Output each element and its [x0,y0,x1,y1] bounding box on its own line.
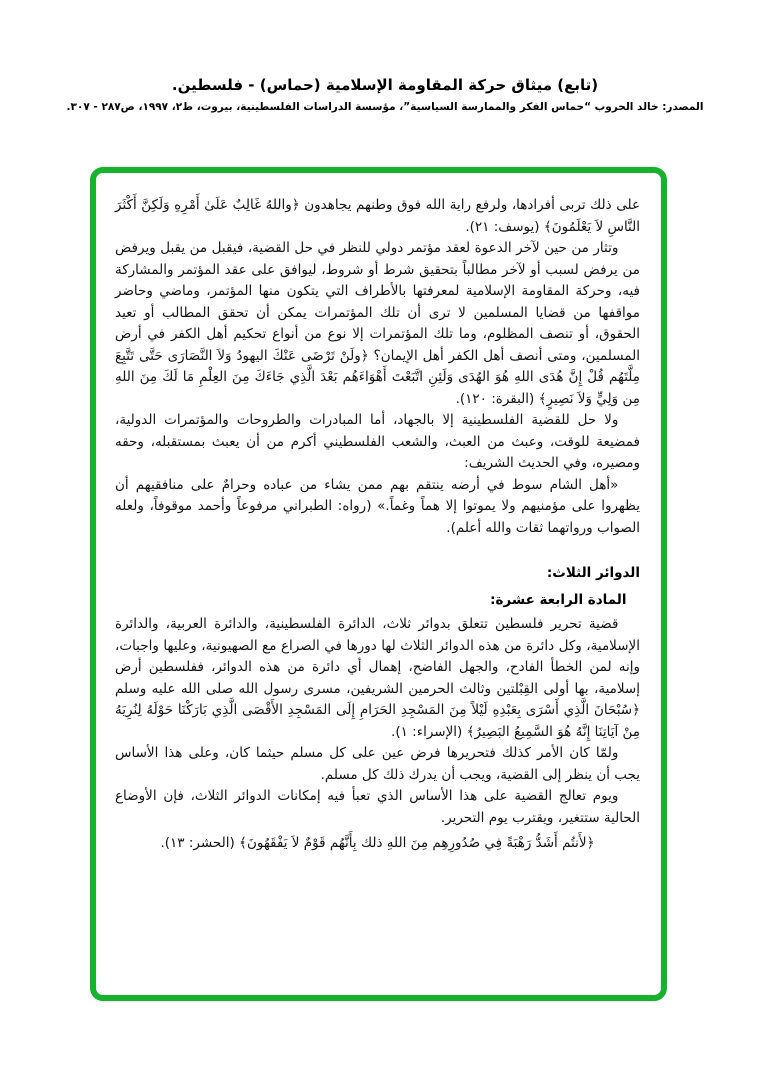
article-heading-fourteen: المادة الرابعة عشرة: [490,592,627,608]
paragraph-conferences: وتثار من حين لآخر الدعوة لعقد مؤتمر دولي للنظر في حل القضية، فيقبل من يقبل ويرفض من يرفض لسبب أو لآخر مطالباً بتحقيق شرط أو شروط، ليوافق على عقد المؤتمر والمشاركة فيه، وحركة المقاومة الإسلامية لمعرفتها بالأطراف التي يتكون منها المؤتمر، وماضي وحاضر مواقفها من قضايا المسلمين لا ترى أن تلك المؤتمرات يمكن أن تحقق المطالب أو تعيد الحقوق، أو تنصف المظلوم، وما تلك المؤتمرات إلا نوع من أنواع تحكيم أهل الكفر في أرض المسلمين، ومتى أنصف أهل الكفر أهل الإيمان؟ ﴿ولَنْ تَرْضَى عَنْكَ اليهودُ وَلاَ النَّصَارَى حَتَّى تَتَّبِعَ مِلَّتَهُم قُلْ إِنَّ هُدَى اللهِ هُوَ الهُدَى وَلَئِنِ اتَّبَعْتَ أَهْوَاءَهُم بَعْدَ الَّذِي جَاءَكَ مِنَ العِلْمِ مَا لَكَ مِنَ اللهِ مِن وَلِيٍّ وَلاَ نَصِيرٍ﴾ (البقرة: ١٢٠). [115,240,640,407]
paragraph-jihad-solution: ولا حل للقضية الفلسطينية إلا بالجهاد، أما المبادرات والطروحات والمؤتمرات الدولية، فمضيعة للوقت، وعبث من العبث، والشعب الفلسطيني أكرم من أن يعبث بمستقبله، وحقه ومصيره، وفي الحديث الشريف: [115,412,640,471]
source-citation: المصدر: خالد الحروب “حماس الفكر والممارسة السياسية”، مؤسسة الدراسات الفلسطينية، بيروت، ط٢، ١٩٩٧، ص٢٨٧ - ٣٠٧. [66,101,704,113]
paragraph-fard-ayn: ولمّا كان الأمر كذلك فتحريرها فرض عين على كل مسلم حيثما كان، وعلى هذا الأساس يجب أن ينظر إلى القضية، ويجب أن يدرك ذلك كل مسلم. [115,745,640,783]
document-header [0,0,770,113]
green-content-frame [90,167,667,1001]
paragraph-liberation-day: ويوم تعالج القضية على هذا الأساس الذي تعبأ فيه إمكانات الدوائر الثلاث، فإن الأوضاع الحالية ستتغير، ويقترب يوم التحرير. [115,788,640,826]
paragraph-hadith: «أهل الشام سوط في أرضه ينتقم بهم ممن يشاء من عباده وحرامٌ على منافقيهم أن يظهروا على مؤمنيهم ولا يموتوا إلا هماً وغماً.» (رواه: الطبراني مرفوعاً وأحمد موقوفاً، ولعله الصواب ورواتهما ثقات والله أعلم). [115,476,640,536]
page-title: (تابع) ميثاق حركة المقاومة الإسلامية (حماس) - فلسطين. [171,76,599,94]
quran-verse-centered: ﴿لأَنتُم أَشَدُّ رَهْبَةً فِي صُدُورِهِم مِنَ اللهِ ذلك بِأَنَّهُم قَوْمٌ لاَ يَفْقَهُونَ﴾ (الحشر: ١٣). [160,835,595,851]
paragraph-continuation: على ذلك تربى أفرادها، ولرفع راية الله فوق وطنهم يجاهدون ﴿واللهُ غَالِبٌ عَلَىٰ أَمْرِهِ وَلَكِنَّ أَكْثَرَ النَّاسِ لاَ يَعْلَمُونَ﴾ (يوسف: ٢١). [115,197,640,235]
section-heading-three-circles: الدوائر الثلاث: [546,565,640,581]
paragraph-three-circles-body: قضية تحرير فلسطين تتعلق بدوائر ثلاث، الدائرة الفلسطينية، والدائرة العربية، والدائرة الإسلامية، وكل دائرة من هذه الدوائر الثلاث لها دورها في الصراع مع الصهيونية، وعليها واجبات، وإنه لمن الخطأ الفادح، والجهل الفاضح، إهمال أي دائرة من هذه الدوائر، ففلسطين أرض إسلامية، بها أولى القِبْلتين وثالث الحرمين الشريفين، مسرى رسول الله صلى الله عليه وسلم ﴿سُبْحَانَ الَّذِي أَسْرَى بِعَبْدِهِ لَيْلاً مِنَ المَسْجِدِ الحَرَامِ إِلَى المَسْجِدِ الأَقْصَى الَّذِي بَارَكْنَا حَوْلَهُ لِنُرِيَهُ مِنْ آيَاتِنَا إِنَّهُ هُوَ السَّمِيعُ البَصِيرُ﴾ (الإسراء: ١). [115,616,640,740]
